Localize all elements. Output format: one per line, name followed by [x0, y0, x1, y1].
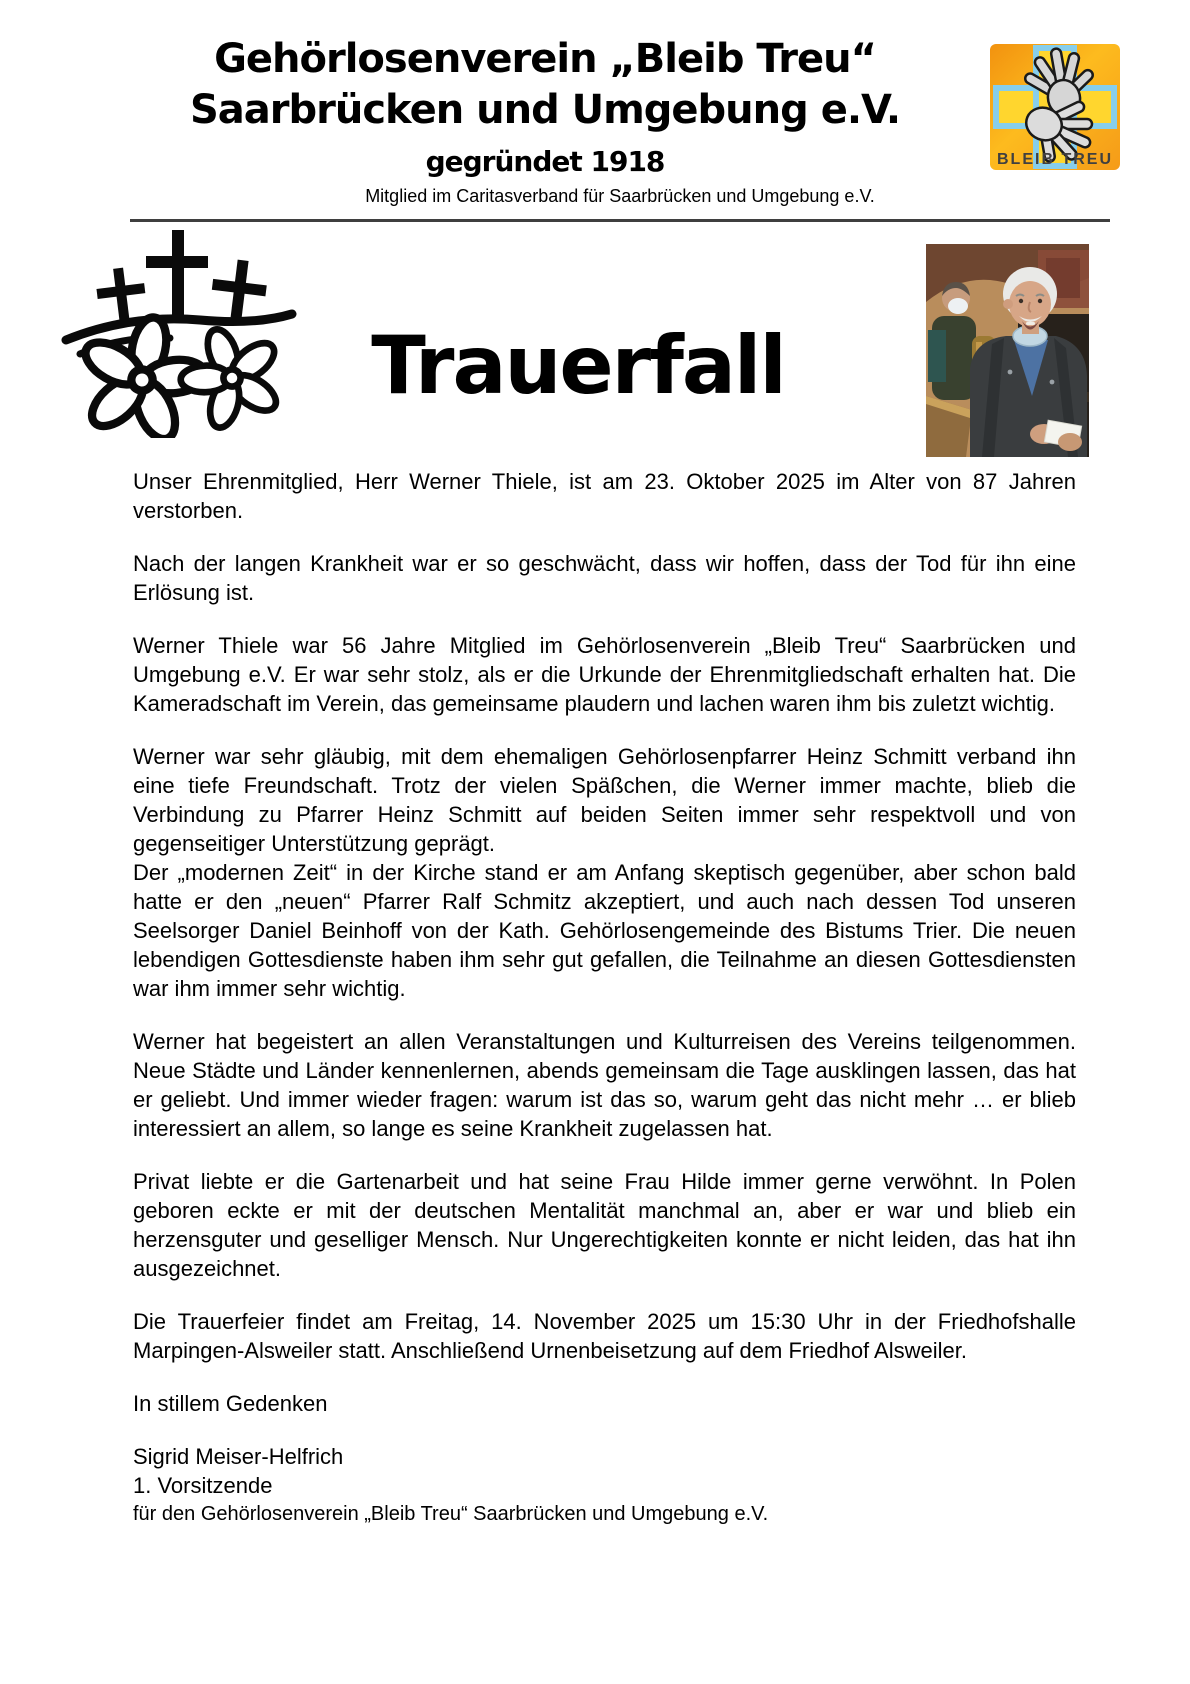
- signature-name: Sigrid Meiser-Helfrich: [133, 1444, 344, 1469]
- page-title: Trauerfall: [371, 319, 785, 412]
- three-crosses: [94, 230, 269, 323]
- body-paragraph: Werner hat begeistert an allen Veranstaltungen und Kulturreisen des Vereins teilgenommen. Neue Städte und Länder kennenlernen, abends gemeinsam die Tage ausklingen lassen, das hat er geliebt. Und immer wieder fragen: warum ist das so, warum geht das nicht mehr … er blieb interessiert an allem, so lange es seine Krankheit zugelassen hat.: [133, 1029, 1076, 1141]
- body-paragraph: Die Trauerfeier findet am Freitag, 14. November 2025 um 15:30 Uhr in der Friedhofshalle Marpingen-Alsweiler statt. Anschließend Urnenbeisetzung auf dem Friedhof Alsweiler.: [133, 1309, 1076, 1363]
- closing-line: In stillem Gedenken: [133, 1391, 328, 1416]
- body-paragraph: Der „modernen Zeit“ in der Kirche stand er am Anfang skeptisch gegenüber, aber schon bald hatte er den „neuen“ Pfarrer Ralf Schmitz akzeptiert, und auch nach dessen Tod unseren Seelsorger Daniel Beinhoff von der Kath. Gehörlosengemeinde des Bistums Trier. Die neuen lebendigen Gottesdienste haben ihm sehr gut gefallen, die Teilnahme an diesen Gottesdiensten war ihm immer sehr wichtig.: [133, 860, 1076, 1001]
- notice-body: [133, 467, 1076, 1529]
- membership-note: Mitglied im Caritasverband für Saarbrücken und Umgebung e.V.: [365, 186, 875, 206]
- signature-role: 1. Vorsitzende: [133, 1473, 273, 1498]
- association-name-line2: Saarbrücken und Umgebung e.V.: [189, 87, 901, 133]
- association-name-line1: Gehörlosenverein „Bleib Treu“: [214, 36, 876, 82]
- portrait-photo: [926, 244, 1089, 457]
- body-paragraph: Unser Ehrenmitglied, Herr Werner Thiele, ist am 23. Oktober 2025 im Alter von 87 Jahren verstorben.: [133, 469, 1076, 523]
- body-paragraph: Werner war sehr gläubig, mit dem ehemaligen Gehörlosenpfarrer Heinz Schmitt verband ihn eine tiefe Freundschaft. Trotz der vielen Späßchen, die Werner immer machte, blieb die Verbindung zu Pfarrer Heinz Schmitt auf beiden Seiten immer sehr respektvoll und von gegenseitiger Unterstützung geprägt.: [133, 744, 1076, 856]
- letterhead: [130, 34, 960, 182]
- bleib-treu-logo: [988, 40, 1122, 180]
- signature-on-behalf: für den Gehörlosenverein „Bleib Treu“ Saarbrücken und Umgebung e.V.: [133, 1503, 769, 1525]
- founded-year: gegründet 1918: [425, 145, 665, 178]
- body-paragraph: Werner Thiele war 56 Jahre Mitglied im Gehörlosenverein „Bleib Treu“ Saarbrücken und Umgebung e.V. Er war sehr stolz, als er die Urkunde der Ehrenmitgliedschaft erhalten hat. Die Kameradschaft im Verein, das gemeinsame plaudern und lachen waren ihm bis zuletzt wichtig.: [133, 633, 1076, 716]
- signature-block: [133, 1442, 1076, 1529]
- body-paragraph: Nach der langen Krankheit war er so geschwächt, dass wir hoffen, dass der Tod für ihn eine Erlösung ist.: [133, 551, 1076, 605]
- logo-label: BLEIB TREU: [997, 151, 1113, 168]
- body-paragraph: Privat liebte er die Gartenarbeit und hat seine Frau Hilde immer gerne verwöhnt. In Polen geboren eckte er mit der deutschen Mentalität manchmal an, aber er war und blieb ein herzensguter und geselliger Mensch. Nur Ungerechtigkeiten konnte er nicht leiden, das hat ihn ausgezeichnet.: [133, 1169, 1076, 1281]
- face-mask: [948, 298, 968, 314]
- notice-body-paragraphs: [133, 467, 1076, 1365]
